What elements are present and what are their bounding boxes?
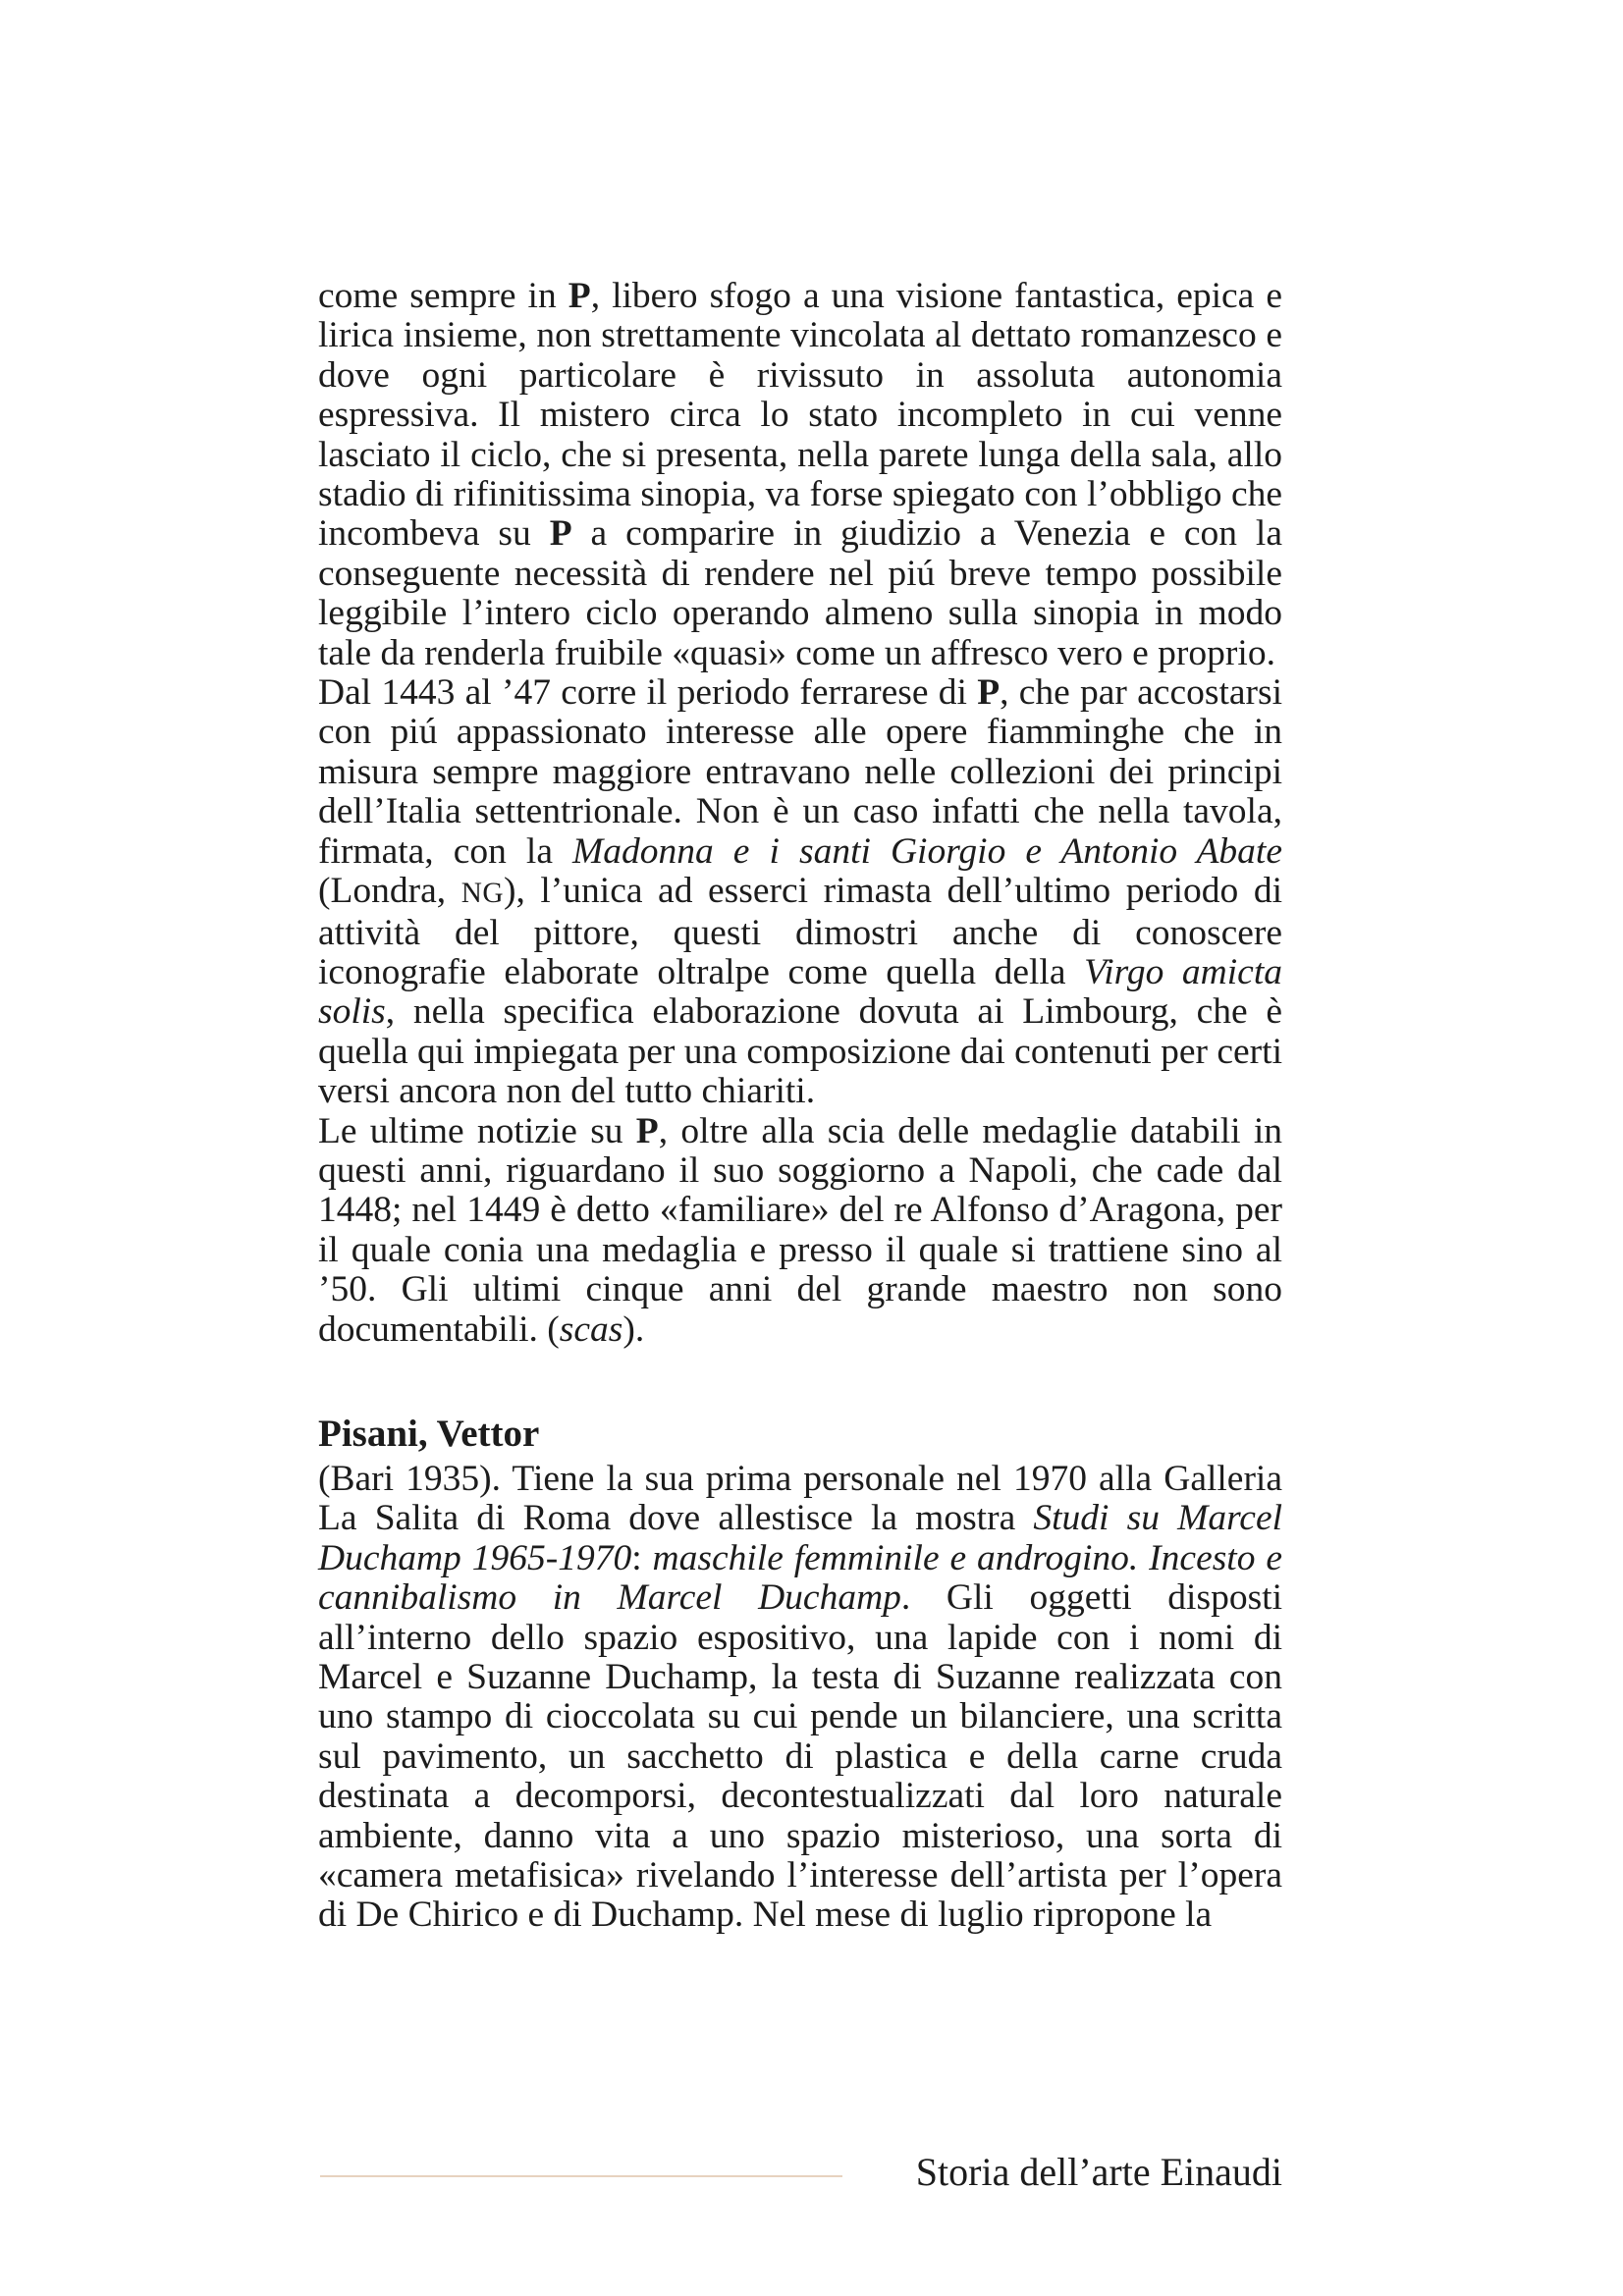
entry-paragraph <box>318 1460 1282 1936</box>
text-run: : <box>631 1537 653 1578</box>
text-run: (Londra, <box>318 871 461 912</box>
bold-run: P <box>635 1110 659 1151</box>
italic-run: scas <box>559 1308 623 1350</box>
text-run: . Gli oggetti disposti all’interno dello spazio espositivo, una lapide con i nomi di Marcel e Suzanne Duchamp, la testa di Suzanne realizzata con uno stampo di cioccolata su cui pende un bilanciere, una scritta sul pavimento, un sacchetto di plastica e della carne cruda destinata a decomporsi, decontestualizzati dal loro naturale ambiente, danno vita a uno spazio misterioso, una sorta di «camera metafisica» rivelando l’interesse dell’artista per l’opera di De Chirico e di Duchamp. Nel mese di luglio ripropone la <box>318 1577 1282 1936</box>
italic-run: maschile femminile e androgino. Incesto e cannibalismo in Marcel Duchamp <box>318 1537 1283 1619</box>
footer-book-title: Storia dell’arte Einaudi <box>915 2150 1282 2194</box>
italic-run: Madonna e i santi Giorgio e Antonio Abate <box>572 830 1282 872</box>
text-run: Dal 1443 al ’47 corre il periodo ferrarese di <box>318 672 978 714</box>
bold-run: P <box>977 672 1001 714</box>
entry-heading: Pisani, Vettor <box>318 1412 540 1455</box>
text-run: , che par accostarsi con piú appassionato interesse alle opere fiamminghe che in misura sempre maggiore entravano nelle collezioni dei principi dell’Italia settentrionale. Non è un caso infatti che nella tavola, firmata, con la <box>318 672 1283 872</box>
page-content <box>318 277 1282 1936</box>
page-footer <box>320 2148 1282 2197</box>
footer-divider <box>320 2175 842 2177</box>
bold-run: P <box>549 513 572 555</box>
italic-run: Virgo amicta solis <box>318 951 1282 1033</box>
text-run: , libero sfogo a una visione fantastica, epica e lirica insieme, non strettamente vincolata al dettato romanzesco e dove ogni particolare è rivissuto in assoluta autonomia espressiva. Il mistero circa lo stato incompleto in cui venne lasciato il ciclo, che si presenta, nella parete lunga della sala, allo stadio di rifinitissima sinopia, va forse spiegato con l’obbligo che incombeva su <box>318 276 1283 555</box>
body-paragraph-1 <box>318 277 1282 673</box>
text-run: (Bari 1935). Tiene la sua prima personale nel 1970 alla Galleria La Salita di Roma dove allestisce la mostra <box>318 1458 1282 1539</box>
small-caps-run: NG <box>460 878 504 910</box>
text-run: come sempre in <box>318 276 568 316</box>
bold-run: P <box>568 276 591 316</box>
body-paragraph-2 <box>318 673 1282 1111</box>
italic-run: Studi su Marcel Duchamp 1965-1970 <box>318 1498 1283 1578</box>
text-run: a comparire in giudizio a Venezia e con la conseguente necessità di rendere nel piú breve tempo possibile leggibile l’intero ciclo operando almeno sulla sinopia in modo tale da renderla fruibile «quasi» come un affresco vero e proprio. <box>318 513 1282 673</box>
text-run: ). <box>622 1308 645 1350</box>
text-run: , oltre alla scia delle medaglie databili in questi anni, riguardano il suo soggiorno a Napoli, che cade dal 1448; nel 1449 è detto «familiare» del re Alfonso d’Aragona, per il quale conia una medaglia e presso il quale si trattiene sino al ’50. Gli ultimi cinque anni del grande maestro non sono documentabili. ( <box>318 1110 1282 1350</box>
text-run: Le ultime notizie su <box>318 1110 636 1151</box>
text-run: , nella specifica elaborazione dovuta ai Limbourg, che è quella qui impiegata per una composizione dai contenuti per certi versi ancora non del tutto chiariti. <box>318 991 1282 1112</box>
body-paragraph-3 <box>318 1112 1282 1350</box>
text-run: ), l’unica ad esserci rimasta dell’ultimo periodo di attività del pittore, questi dimostri anche di conoscere iconografie elaborate oltralpe come quella della <box>318 871 1283 992</box>
